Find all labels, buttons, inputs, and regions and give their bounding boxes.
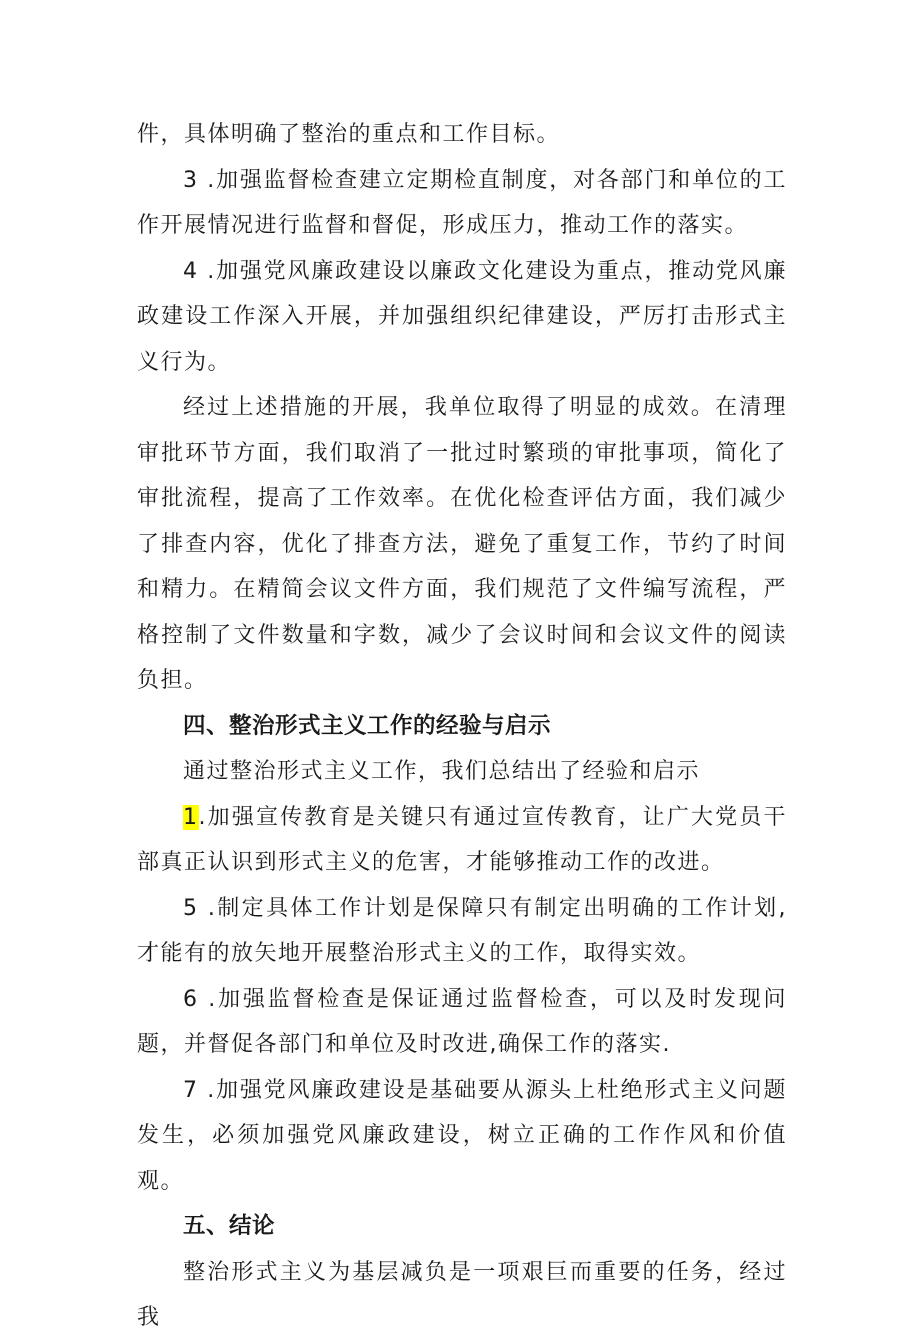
paragraph-continuation: 件，具体明确了整治的重点和工作目标。 <box>137 122 561 147</box>
list-item-1-text: .加强宣传教育是关键只有通过宣传教育，让广大党员干部真正认识到形式主义的危害，才能够推动工作的改进。 <box>137 804 787 875</box>
list-item-1 <box>137 795 787 886</box>
section-heading-5: 五、结论 <box>183 1213 276 1239</box>
list-item-4: 4 .加强党风廉政建设以廉政文化建设为重点，推动党风廉政建设工作深入开展，并加强组织纪律建设，严厉打击形式主义行为。 <box>137 258 787 375</box>
section-heading-4: 四、整治形式主义工作的经验与启示 <box>183 712 552 739</box>
highlighted-number: 1 <box>183 804 199 830</box>
document-body <box>137 112 787 1341</box>
summary-intro: 通过整治形式主义工作，我们总结出了经验和启示 <box>183 759 701 784</box>
conclusion-paragraph: 整治形式主义为基层减负是一项艰巨而重要的任务，经过我 <box>137 1259 787 1330</box>
list-item-7: 7 .加强党风廉政建设是基础要从源头上杜绝形式主义问题发生，必须加强党风廉政建设，树立正确的工作作风和价值观。 <box>137 1077 787 1194</box>
list-item-5: 5 .制定具体工作计划是保障只有制定出明确的工作计划,才能有的放矢地开展整治形式主义的工作，取得实效。 <box>137 895 787 966</box>
list-item-6: 6 .加强监督检查是保证通过监督检查，可以及时发现问题，并督促各部门和单位及时改进,确保工作的落实. <box>137 986 787 1057</box>
list-item-3: 3 .加强监督检查建立定期检直制度，对各部门和单位的工作开展情况进行监督和督促，形成压力，推动工作的落实。 <box>137 167 787 238</box>
results-paragraph: 经过上述措施的开展，我单位取得了明显的成效。在清理审批环节方面，我们取消了一批过时繁琐的审批事项，简化了审批流程，提高了工作效率。在优化检查评估方面，我们减少了排查内容，优化了排查方法，避免了重复工作，节约了时间和精力。在精简会议文件方面，我们规范了文件编写流程，严格控制了文件数量和字数，减少了会议时间和会议文件的阅读负担。 <box>137 395 787 693</box>
